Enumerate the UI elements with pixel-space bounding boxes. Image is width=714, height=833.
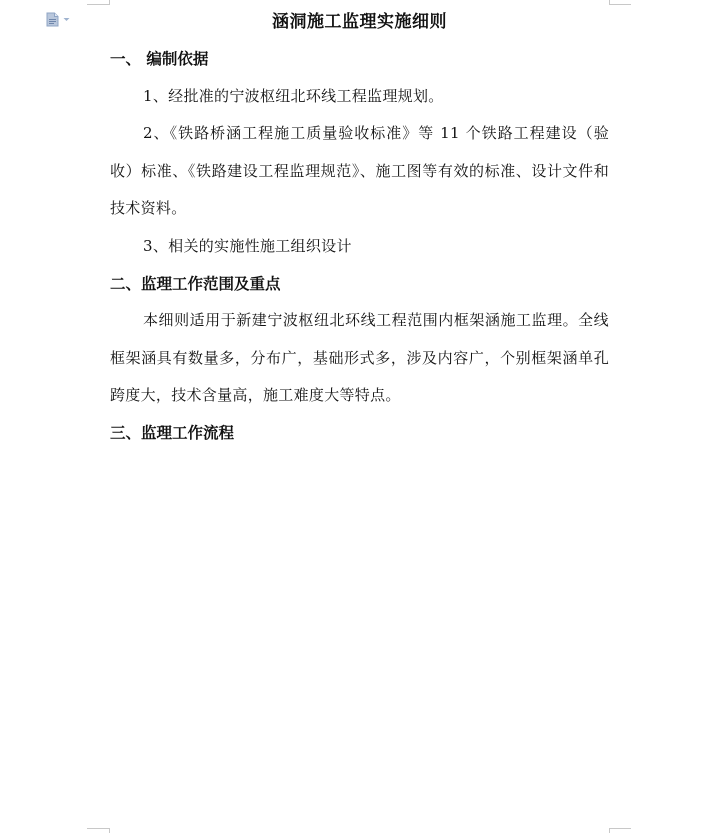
section-heading-workflow: 三、监理工作流程 xyxy=(110,423,235,442)
document-title: 涵洞施工监理实施细则 xyxy=(272,12,447,32)
crop-mark xyxy=(609,828,610,833)
basis-item-1: 1、经批准的宁波枢纽北环线工程监理规划。 xyxy=(143,87,444,105)
crop-mark xyxy=(87,4,109,5)
document-icon xyxy=(46,12,59,27)
document-menu-button[interactable] xyxy=(46,12,70,27)
crop-mark xyxy=(609,828,631,829)
crop-mark xyxy=(609,0,610,5)
section-heading-basis: 一、 编制依据 xyxy=(110,49,209,68)
basis-item-3: 3、相关的实施性施工组织设计 xyxy=(143,237,352,255)
section-heading-scope: 二、监理工作范围及重点 xyxy=(110,274,281,293)
chevron-down-icon xyxy=(63,17,70,22)
crop-mark xyxy=(109,828,110,833)
crop-mark xyxy=(87,828,109,829)
crop-mark xyxy=(109,0,110,5)
crop-mark xyxy=(609,4,631,5)
basis-item-2: 2、《铁路桥涵工程施工质量验收标准》等 11 个铁路工程建设（验收）标准、《铁路建设工程监理规范》、施工图等有效的标准、设计文件和技术资料。 xyxy=(110,124,609,217)
scope-paragraph: 本细则适用于新建宁波枢纽北环线工程范围内框架涵施工监理。全线框架涵具有数量多，分布广，基础形式多，涉及内容广，个别框架涵单孔跨度大，技术含量高，施工难度大等特点。 xyxy=(110,311,609,404)
